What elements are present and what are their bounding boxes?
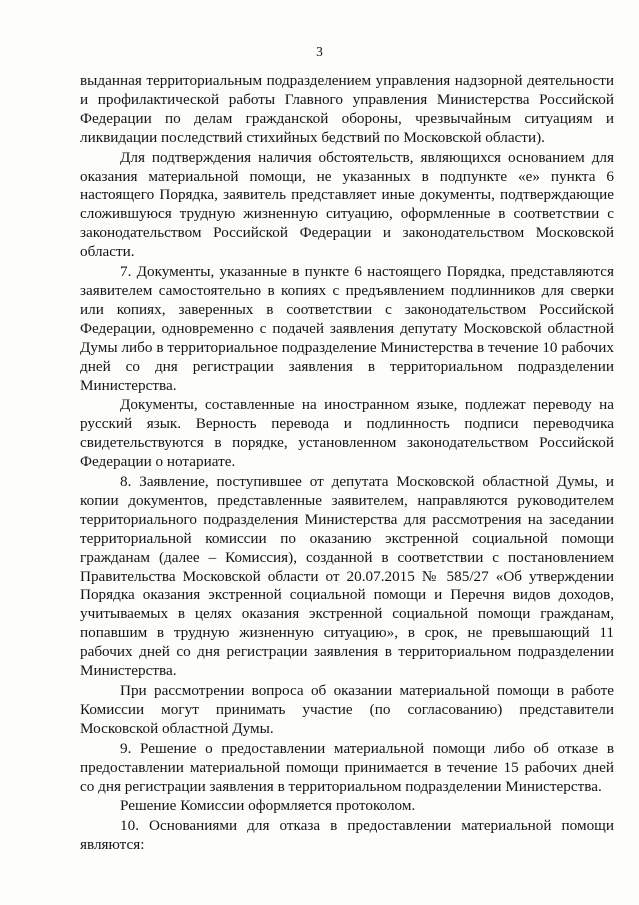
paragraph-item-10: 10. Основаниями для отказа в предоставлении материальной помощи являются:	[80, 817, 614, 854]
document-body	[80, 72, 614, 855]
paragraph-foreign-documents: Документы, составленные на иностранном языке, подлежат переводу на русский язык. Верность перевода и подлинность подписи переводчика свидетельствуются в порядке, установленном законодательством Российской Федерации о нотариате.	[80, 396, 614, 471]
page-number: 3	[316, 44, 323, 59]
paragraph-other-documents: Для подтверждения наличия обстоятельств, являющихся основанием для оказания материальной помощи, не указанных в подпункте «е» пункта 6 настоящего Порядка, заявитель представляет иные документы, подтверждающие сложившуюся трудную жизненную ситуацию, оформленные в соответствии с законодательством Российской Федерации и законодательством Московской области.	[80, 148, 614, 261]
paragraph-item-8: 8. Заявление, поступившее от депутата Московской областной Думы, и копии документов, представленные заявителем, направляются руководителем территориального подразделения Министерства для рассмотрения на заседании территориальной комиссии по оказанию экстренной социальной помощи гражданам (далее – Комиссия), созданной в соответствии с постановлением Правительства Московской области от 20.07.2015 № 585/27 «Об утверждении Порядка оказания экстренной социальной помощи и Перечня видов доходов, учитываемых в целях оказания экстренной социальной помощи гражданам, попавшим в трудную жизненную ситуацию», в срок, не превышающий 11 рабочих дней со дня регистрации заявления в территориальном подразделении Министерства.	[80, 473, 614, 680]
paragraph-commission-participation: При рассмотрении вопроса об оказании материальной помощи в работе Комиссии могут принимать участие (по согласованию) представители Московской областной Думы.	[80, 682, 614, 737]
paragraph-commission-protocol: Решение Комиссии оформляется протоколом.	[120, 797, 416, 815]
paragraph-item-7: 7. Документы, указанные в пункте 6 настоящего Порядка, представляются заявителем самостоятельно в копиях с предъявлением подлинников для сверки или копиях, заверенных в соответствии с законодательством Российской Федерации, одновременно с подачей заявления депутату Московской областной Думы либо в территориальное подразделение Министерства в течение 10 рабочих дней со дня регистрации заявления в территориальном подразделении Министерства.	[80, 263, 614, 394]
paragraph-item-9: 9. Решение о предоставлении материальной помощи либо об отказе в предоставлении материальной помощи принимается в течение 15 рабочих дней со дня регистрации заявления в территориальном подразделении Министерства.	[80, 739, 614, 795]
paragraph-fire-certificate-end: выданная территориальным подразделением управления надзорной деятельности и профилактической работы Главного управления Министерства Российской Федерации по делам гражданской обороны, чрезвычайным ситуациям и ликвидации последствий стихийных бедствий по Московской области).	[80, 72, 614, 146]
